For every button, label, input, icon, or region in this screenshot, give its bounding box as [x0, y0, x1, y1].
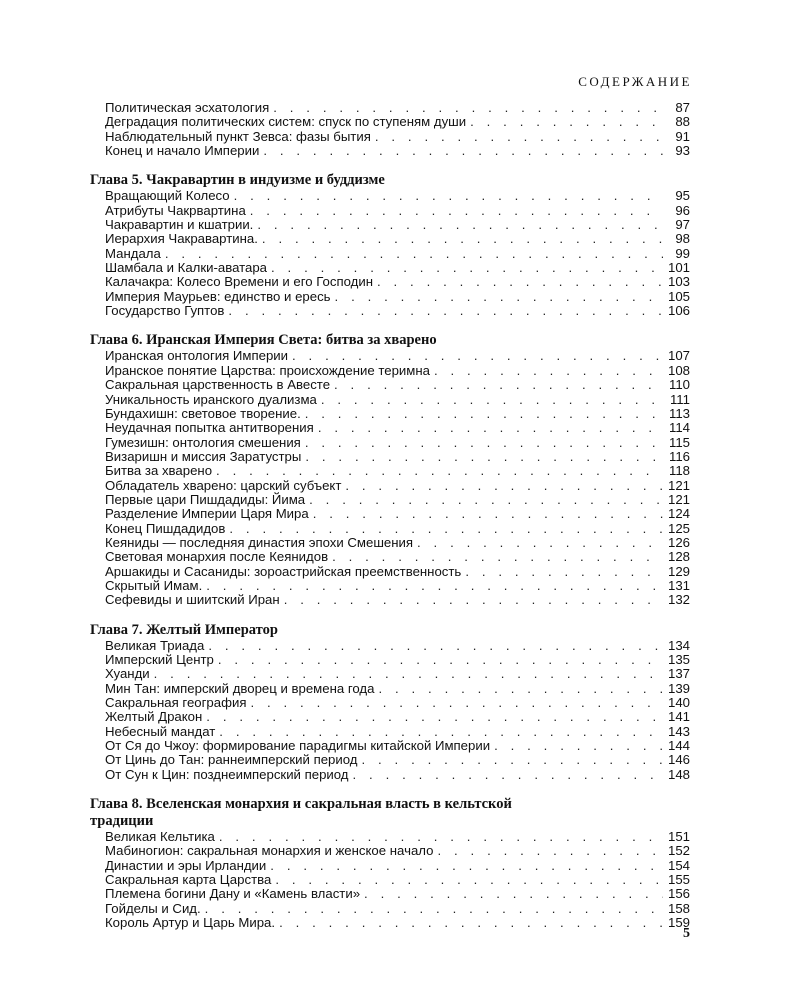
- dot-leader: [165, 247, 663, 261]
- toc-entry[interactable]: [90, 364, 690, 378]
- toc-chapter: [90, 796, 690, 930]
- toc-entry[interactable]: [90, 739, 690, 753]
- toc-entry[interactable]: [90, 753, 690, 767]
- toc-entry-page: 101: [667, 260, 690, 276]
- toc-entry-title: Первые цари Пишдадиды: Йима: [105, 491, 306, 507]
- toc-entry[interactable]: [90, 275, 690, 289]
- toc-entry-title: Сакральная география: [105, 695, 247, 711]
- toc-entry-title: Имперский Центр: [105, 652, 214, 667]
- toc-entry-title: От Ся до Чжоу: формирование парадигмы китайской Империи: [105, 738, 491, 754]
- toc-entry-page: 88: [675, 114, 690, 130]
- dot-leader: [434, 364, 663, 378]
- dot-leader: [377, 275, 663, 289]
- toc-entry[interactable]: [90, 859, 690, 873]
- toc-entry-page: 93: [675, 143, 690, 159]
- toc-entry[interactable]: [90, 349, 690, 363]
- toc-entry-title: Бундахишн: световое творение.: [105, 405, 301, 421]
- dot-leader: [206, 710, 663, 724]
- toc-entry-page: 140: [667, 695, 690, 711]
- toc-entry-page: 135: [667, 652, 690, 667]
- dot-leader: [219, 830, 663, 844]
- dot-leader: [465, 565, 663, 579]
- toc-entry[interactable]: [90, 407, 690, 421]
- toc-entry-page: 148: [667, 766, 690, 782]
- chapter-title: Глава 5. Чакравартин в индуизме и буддизме: [90, 172, 385, 189]
- toc-entry-page: 129: [667, 563, 690, 579]
- toc-entry-title: Скрытый Имам.: [105, 577, 203, 593]
- toc-entry-title: Сакральная карта Царства: [105, 872, 272, 888]
- chapter-title: Глава 8. Вселенская монархия и сакральная власть в кельтской традиции: [90, 796, 512, 830]
- toc-entry[interactable]: [90, 725, 690, 739]
- toc-entry-page: 116: [668, 448, 690, 464]
- toc-entry[interactable]: [90, 479, 690, 493]
- dot-leader: [270, 859, 663, 873]
- toc-entry-title: Небесный мандат: [105, 723, 216, 739]
- toc-entry[interactable]: [90, 378, 690, 392]
- toc-entry[interactable]: [90, 261, 690, 275]
- toc-entry-title: Гумезишн: онтология смешения: [105, 434, 301, 450]
- toc-chapter: [90, 622, 690, 782]
- toc-entry-page: 103: [667, 274, 690, 290]
- dot-leader: [318, 421, 663, 435]
- toc-entry-title: Конец и начало Империи: [105, 143, 260, 159]
- toc-entry[interactable]: [90, 232, 690, 246]
- dot-leader: [332, 550, 663, 564]
- toc-entry-page: 114: [668, 420, 690, 436]
- toc-entry-page: 87: [675, 100, 690, 115]
- toc-entry-page: 156: [667, 886, 690, 902]
- toc-entry-title: Чакравартин и кшатрии.: [105, 217, 254, 233]
- dot-leader: [437, 844, 663, 858]
- toc-entry-page: 118: [668, 463, 690, 479]
- toc-entry-title: Наблюдательный пункт Зевса: фазы бытия: [105, 128, 371, 144]
- toc-entry[interactable]: [90, 768, 690, 782]
- dot-leader: [375, 130, 663, 144]
- toc-entry[interactable]: [90, 450, 690, 464]
- toc-entry-title: Визаришн и миссия Заратустры: [105, 448, 302, 464]
- toc-entry-title: Государство Гуптов: [105, 303, 225, 319]
- dot-leader: [417, 536, 663, 550]
- toc-entry[interactable]: [90, 189, 690, 203]
- toc-entry[interactable]: [90, 916, 690, 930]
- dot-leader: [257, 218, 663, 232]
- toc-entry-title: Династии и эры Ирландии: [105, 857, 267, 873]
- page-number: 5: [683, 926, 690, 941]
- toc-entry-title: Политическая эсхатология: [105, 100, 270, 115]
- toc-entry-page: 154: [667, 857, 690, 873]
- dot-leader: [305, 450, 663, 464]
- toc-entry[interactable]: [90, 593, 690, 607]
- toc-entry-page: 155: [667, 872, 690, 888]
- toc-entry-title: Световая монархия после Кеянидов: [105, 549, 329, 565]
- toc-entry-page: 132: [667, 592, 690, 608]
- toc-entry[interactable]: [90, 639, 690, 653]
- toc-entry-page: 125: [667, 520, 690, 536]
- toc-entry[interactable]: [90, 493, 690, 507]
- dot-leader: [234, 189, 663, 203]
- toc-entry[interactable]: [90, 247, 690, 261]
- toc-entry[interactable]: [90, 873, 690, 887]
- dot-leader: [271, 261, 663, 275]
- dot-leader: [364, 887, 663, 901]
- dot-leader: [205, 902, 663, 916]
- dot-leader: [262, 232, 663, 246]
- toc-entry-title: Иранское понятие Царства: происхождение теримна: [105, 362, 430, 378]
- toc-entry[interactable]: [90, 536, 690, 550]
- toc-entry[interactable]: [90, 304, 690, 318]
- toc-entry-page: 159: [667, 915, 690, 931]
- toc-entry-page: 124: [667, 506, 690, 522]
- toc-entry-page: 111: [669, 391, 690, 407]
- dot-leader: [313, 507, 663, 521]
- toc-entry-page: 105: [667, 288, 690, 304]
- toc-entry[interactable]: [90, 204, 690, 218]
- toc-entry-title: Обладатель хварено: царский субъект: [105, 477, 342, 493]
- toc-entry-title: Мин Тан: имперский дворец и времена года: [105, 680, 375, 696]
- dot-leader: [208, 639, 663, 653]
- toc-entry-page: 91: [675, 128, 690, 144]
- toc-entry-title: Вращающий Колесо: [105, 188, 230, 204]
- toc-entry-title: Великая Кельтика: [105, 829, 215, 845]
- toc-entry-title: Сефевиды и шиитский Иран: [105, 592, 280, 608]
- toc-entry-title: Мандала: [105, 245, 161, 261]
- toc-entry-page: 106: [667, 303, 690, 319]
- toc-chapter: [90, 332, 690, 607]
- toc-entry[interactable]: [90, 710, 690, 724]
- dot-leader: [335, 290, 663, 304]
- toc-entry[interactable]: [90, 844, 690, 858]
- toc-entry-title: Гойделы и Сид.: [105, 900, 201, 916]
- toc-entry-page: 113: [668, 405, 690, 421]
- toc-entry-page: 95: [675, 188, 690, 204]
- toc-entry[interactable]: [90, 421, 690, 435]
- toc-entry-page: 144: [667, 738, 690, 754]
- toc-entry-title: Великая Триада: [105, 637, 205, 653]
- toc-entry[interactable]: [90, 115, 690, 129]
- toc-entry[interactable]: [90, 667, 690, 681]
- toc-entry[interactable]: [90, 436, 690, 450]
- toc-entry-title: Аршакиды и Сасаниды: зороастрийская преемственность: [105, 563, 462, 579]
- toc-entry-title: Конец Пишдадидов: [105, 520, 226, 536]
- toc-entry-title: Племена богини Дану и «Камень власти»: [105, 886, 361, 902]
- toc-entry-title: Деградация политических систем: спуск по ступеням души: [105, 114, 467, 130]
- toc-entry-page: 146: [667, 752, 690, 768]
- toc-entry-title: Желтый Дракон: [105, 709, 203, 725]
- toc-entry-title: Шамбала и Калки-аватара: [105, 260, 268, 276]
- dot-leader: [305, 436, 663, 450]
- toc-entry-page: 128: [667, 549, 690, 565]
- toc-entry-page: 137: [667, 666, 690, 682]
- toc-entry-title: Хуанди: [105, 666, 150, 682]
- dot-leader: [219, 725, 663, 739]
- toc-chapter: [90, 101, 690, 158]
- toc-entry[interactable]: [90, 290, 690, 304]
- dot-leader: [321, 393, 663, 407]
- toc-entry-page: 152: [667, 843, 690, 859]
- toc-entry-title: Калачакра: Колесо Времени и его Господин: [105, 274, 373, 290]
- toc-entry-page: 126: [667, 534, 690, 550]
- toc-entry[interactable]: [90, 130, 690, 144]
- toc-entry[interactable]: [90, 144, 690, 158]
- toc-entry[interactable]: [90, 696, 690, 710]
- toc-entry[interactable]: [90, 101, 690, 115]
- toc-entry-title: Неудачная попытка антитворения: [105, 420, 314, 436]
- toc-entry-page: 96: [675, 202, 690, 218]
- dot-leader: [250, 696, 663, 710]
- toc-entry-page: 139: [667, 680, 690, 696]
- chapter-title: Глава 7. Желтый Император: [90, 621, 278, 638]
- toc-entry-title: От Сун к Цин: позднеимперский период: [105, 766, 349, 782]
- toc-entry-page: 107: [667, 348, 690, 364]
- toc-entry[interactable]: [90, 902, 690, 916]
- dot-leader: [309, 493, 663, 507]
- toc-entry-page: 99: [675, 245, 690, 261]
- toc-entry[interactable]: [90, 887, 690, 901]
- dot-leader: [250, 204, 663, 218]
- dot-leader: [218, 653, 663, 667]
- dot-leader: [228, 304, 663, 318]
- toc-entry-page: 121: [667, 477, 690, 493]
- toc-entry-page: 151: [667, 829, 690, 845]
- toc-entry-title: Иерархия Чакравартина.: [105, 231, 258, 247]
- dot-leader: [273, 101, 663, 115]
- toc-entry[interactable]: [90, 464, 690, 478]
- dot-leader: [216, 464, 663, 478]
- dot-leader: [206, 579, 663, 593]
- toc-entry[interactable]: [90, 507, 690, 521]
- toc-entry[interactable]: [90, 830, 690, 844]
- dot-leader: [378, 682, 663, 696]
- dot-leader: [353, 768, 663, 782]
- toc-entry-page: 110: [668, 377, 690, 393]
- toc-entry[interactable]: [90, 393, 690, 407]
- dot-leader: [292, 349, 663, 363]
- dot-leader: [305, 407, 663, 421]
- toc-entry-page: 158: [667, 900, 690, 916]
- dot-leader: [263, 144, 663, 158]
- toc-entry-title: Мабиногион: сакральная монархия и женское начало: [105, 843, 434, 859]
- dot-leader: [154, 667, 663, 681]
- table-of-contents: [90, 101, 690, 945]
- chapter-title: Глава 6. Иранская Империя Света: битва за хварено: [90, 332, 437, 349]
- toc-entry[interactable]: [90, 565, 690, 579]
- dot-leader: [470, 115, 663, 129]
- toc-entry-title: Империя Маурьев: единство и ересь: [105, 288, 331, 304]
- toc-entry-title: Сакральная царственность в Авесте: [105, 377, 331, 393]
- toc-entry-page: 115: [668, 434, 690, 450]
- dot-leader: [334, 378, 663, 392]
- toc-entry[interactable]: [90, 550, 690, 564]
- toc-entry-title: Разделение Империи Царя Мира: [105, 506, 309, 522]
- toc-entry-page: 143: [667, 723, 690, 739]
- toc-entry[interactable]: [90, 682, 690, 696]
- toc-entry-page: 131: [667, 577, 690, 593]
- toc-entry[interactable]: [90, 522, 690, 536]
- dot-leader: [284, 593, 663, 607]
- toc-entry-title: Уникальность иранского дуализма: [105, 391, 317, 407]
- toc-entry-page: 108: [667, 362, 690, 378]
- dot-leader: [279, 916, 663, 930]
- toc-entry-page: 97: [675, 217, 690, 233]
- dot-leader: [345, 479, 663, 493]
- toc-entry[interactable]: [90, 653, 690, 667]
- toc-entry-page: 134: [667, 637, 690, 653]
- toc-entry-page: 141: [667, 709, 690, 725]
- running-head: СОДЕРЖАНИЕ: [578, 74, 692, 89]
- dot-leader: [362, 753, 664, 767]
- toc-entry-title: Иранская онтология Империи: [105, 348, 289, 364]
- toc-chapter: [90, 172, 690, 318]
- dot-leader: [494, 739, 663, 753]
- toc-entry[interactable]: [90, 218, 690, 232]
- toc-entry-title: От Цинь до Тан: раннеимперский период: [105, 752, 358, 768]
- toc-entry[interactable]: [90, 579, 690, 593]
- dot-leader: [275, 873, 663, 887]
- toc-entry-title: Битва за хварено: [105, 463, 213, 479]
- toc-entry-title: Кеяниды — последняя династия эпохи Смешения: [105, 534, 414, 550]
- toc-entry-title: Король Артур и Царь Мира.: [105, 915, 276, 931]
- toc-entry-page: 121: [667, 491, 690, 507]
- dot-leader: [229, 522, 663, 536]
- toc-entry-page: 98: [675, 231, 690, 247]
- toc-entry-title: Атрибуты Чакрвартина: [105, 202, 246, 218]
